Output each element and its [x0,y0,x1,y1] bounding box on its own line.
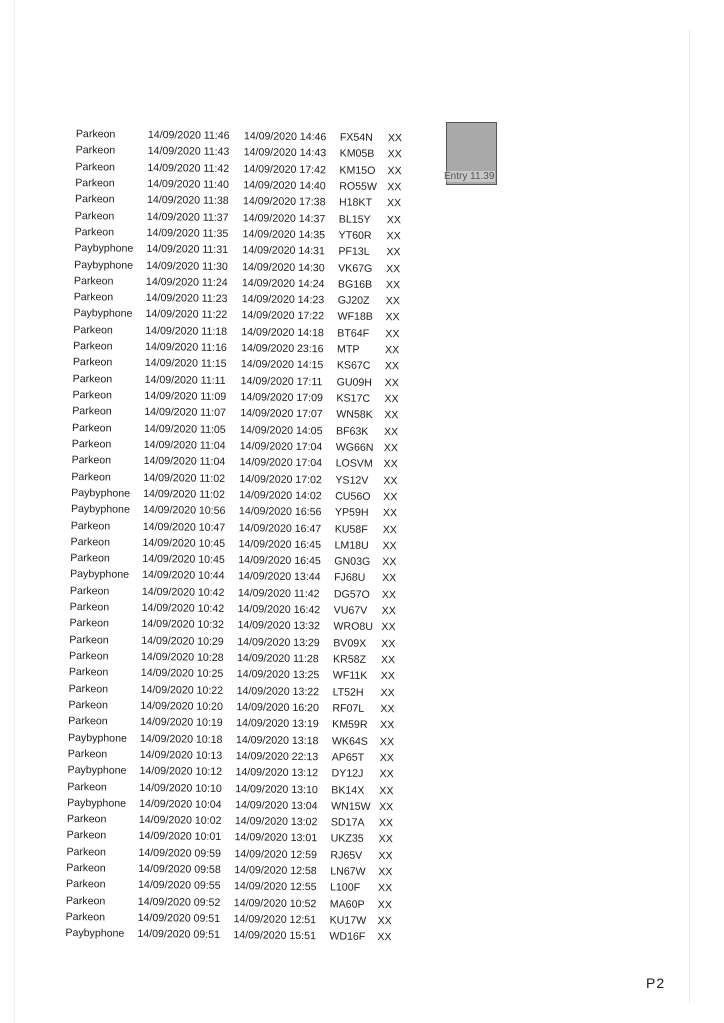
start-time-cell: 14/09/2020 10:10 [139,781,222,795]
registration-cell: BF63K [335,425,369,438]
flag-cell: XX [378,866,393,879]
flag-cell: XX [384,409,399,422]
flag-cell: XX [385,311,400,324]
registration-cell: H18KT [338,196,373,210]
start-time-cell: 14/09/2020 09:55 [137,879,221,893]
end-time-cell: 14/09/2020 17:04 [239,440,323,454]
operator-cell: Parkeon [71,437,112,451]
operator-cell: Parkeon [73,323,113,337]
operator-cell: Parkeon [74,193,115,206]
flag-cell: XX [379,735,395,748]
operator-cell: Parkeon [68,698,108,712]
end-time-cell: 14/09/2020 14:35 [242,228,326,242]
flag-cell: XX [379,768,394,781]
registration-cell: CU56O [335,490,371,503]
registration-cell: KU58F [334,522,368,536]
start-time-cell: 14/09/2020 10:01 [138,830,222,844]
start-time-cell: 14/09/2020 11:31 [146,243,229,257]
flag-cell: XX [387,164,402,177]
operator-cell: Paybyphone [74,242,134,255]
registration-cell: KM05B [339,147,375,161]
registration-cell: BK14X [331,783,365,797]
start-time-cell: 14/09/2020 10:22 [140,683,224,697]
start-time-cell: 14/09/2020 11:37 [146,210,229,224]
start-time-cell: 14/09/2020 11:15 [144,357,227,371]
start-time-cell: 14/09/2020 10:42 [141,601,225,616]
parking-session-log [65,126,436,946]
operator-cell: Parkeon [72,405,112,418]
flag-cell: XX [381,605,396,618]
registration-cell: DY12J [331,767,364,781]
registration-cell: L100F [329,881,361,895]
operator-cell: Parkeon [73,340,113,353]
start-time-cell: 14/09/2020 10:04 [139,797,222,811]
start-time-cell: 14/09/2020 10:18 [139,732,223,746]
start-time-cell: 14/09/2020 11:38 [146,194,229,208]
flag-cell: XX [380,686,395,699]
operator-cell: Paybyphone [65,927,125,941]
start-time-cell: 14/09/2020 11:16 [145,340,227,355]
operator-cell: Paybyphone [67,731,127,745]
registration-cell: WF11K [332,669,368,683]
start-time-cell: 14/09/2020 11:46 [147,128,230,143]
registration-cell: YS12V [335,473,369,487]
end-time-cell: 14/09/2020 23:16 [241,342,324,356]
operator-cell: Parkeon [75,160,116,174]
end-time-cell: 14/09/2020 14:02 [239,489,322,503]
flag-cell: XX [381,621,396,634]
operator-cell: Parkeon [69,601,110,614]
registration-cell: RJ65V [330,849,363,862]
registration-cell: FX54N [339,131,373,144]
operator-cell: Parkeon [65,910,106,924]
end-time-cell: 14/09/2020 16:56 [238,505,322,519]
registration-cell: KU17W [329,914,367,927]
end-time-cell: 14/09/2020 14:15 [240,358,324,372]
flag-cell: XX [384,393,399,406]
registration-cell: RO55W [339,180,377,193]
flag-cell: XX [383,474,398,487]
end-time-cell: 14/09/2020 16:20 [236,701,319,715]
registration-cell: UKZ35 [330,832,364,846]
operator-cell: Paybyphone [70,503,130,516]
start-time-cell: 14/09/2020 09:59 [138,846,222,860]
registration-cell: FJ68U [334,571,366,585]
registration-cell: WRO8U [333,620,373,634]
registration-cell: PF13L [338,245,370,259]
end-time-cell: 14/09/2020 14:31 [242,244,325,258]
registration-cell: GJ20Z [337,294,370,307]
registration-cell: WD16F [329,930,366,944]
operator-cell: Parkeon [69,633,109,647]
registration-cell: RF07L [332,702,365,715]
registration-cell: WK64S [331,734,368,748]
operator-cell: Parkeon [65,894,106,908]
end-time-cell: 14/09/2020 14:46 [243,130,327,144]
operator-cell: Parkeon [71,454,112,467]
flag-cell: XX [378,833,393,846]
end-time-cell: 14/09/2020 14:24 [241,276,325,291]
start-time-cell: 14/09/2020 10:47 [142,520,226,534]
registration-cell: BT64F [337,327,370,340]
end-time-cell: 14/09/2020 13:29 [237,635,320,649]
end-time-cell: 14/09/2020 12:55 [233,880,317,894]
start-time-cell: 14/09/2020 10:44 [142,569,225,583]
start-time-cell: 14/09/2020 09:51 [137,928,220,942]
end-time-cell: 14/09/2020 14:37 [242,211,326,225]
flag-cell: XX [380,702,395,716]
scan-edge-right [689,30,690,1003]
operator-cell: Parkeon [72,372,113,386]
end-time-cell: 14/09/2020 13:22 [236,684,320,698]
registration-cell: LT52H [332,686,364,699]
flag-cell: XX [386,213,402,226]
flag-cell: XX [377,882,393,895]
start-time-cell: 14/09/2020 10:02 [138,814,222,828]
scan-edge-left [14,0,15,1023]
page-number: P2 [646,975,666,991]
end-time-cell: 14/09/2020 16:47 [238,521,322,535]
registration-cell: BG16B [337,278,373,291]
end-time-cell: 14/09/2020 22:13 [235,750,319,764]
end-time-cell: 14/09/2020 16:45 [238,537,322,552]
end-time-cell: 14/09/2020 10:52 [233,896,317,910]
end-time-cell: 14/09/2020 13:32 [237,619,321,633]
registration-cell: WN15W [331,800,371,813]
flag-cell: XX [387,181,402,194]
start-time-cell: 14/09/2020 11:05 [143,422,226,436]
end-time-cell: 14/09/2020 12:58 [234,864,317,878]
start-time-cell: 14/09/2020 10:28 [140,650,224,664]
start-time-cell: 14/09/2020 11:43 [147,145,230,159]
end-time-cell: 14/09/2020 13:10 [235,782,318,796]
start-time-cell: 14/09/2020 10:19 [140,716,223,730]
registration-cell: BV09X [333,637,367,650]
registration-cell: AP65T [331,751,365,764]
end-time-cell: 14/09/2020 13:44 [238,570,321,584]
flag-cell: XX [386,246,401,259]
start-time-cell: 14/09/2020 11:02 [143,471,226,485]
operator-cell: Parkeon [75,127,116,141]
operator-cell: Parkeon [68,666,109,679]
flag-cell: XX [383,441,399,455]
flag-cell: XX [380,654,396,667]
entry-annotation-label: Entry 11.39 [444,171,495,182]
operator-cell: Paybyphone [71,486,131,500]
flag-cell: XX [381,637,396,650]
start-time-cell: 14/09/2020 10:25 [140,667,224,681]
end-time-cell: 14/09/2020 13:02 [234,815,318,829]
flag-cell: XX [384,376,399,389]
operator-cell: Parkeon [72,388,113,402]
end-time-cell: 14/09/2020 13:01 [234,831,318,845]
registration-cell: KS17C [336,392,371,405]
flag-cell: XX [378,817,394,830]
flag-cell: XX [386,229,401,243]
registration-cell: KM59R [332,718,368,732]
end-time-cell: 14/09/2020 16:42 [237,603,321,617]
flag-cell: XX [386,197,402,210]
flag-cell: XX [385,344,400,357]
operator-cell: Parkeon [68,715,108,728]
operator-cell: Parkeon [70,552,110,565]
registration-cell: YP59H [334,506,369,520]
registration-cell: SD17A [330,816,365,829]
registration-cell: MA60P [329,898,365,911]
registration-cell: DG57O [333,588,370,601]
flag-cell: XX [382,507,398,520]
registration-cell: LM18U [334,539,369,552]
operator-cell: Parkeon [67,747,108,761]
end-time-cell: 14/09/2020 17:02 [239,472,322,486]
operator-cell: Parkeon [66,845,107,859]
operator-cell: Parkeon [74,209,115,223]
flag-cell: XX [384,360,400,373]
start-time-cell: 14/09/2020 11:35 [146,226,229,240]
start-time-cell: 14/09/2020 10:12 [139,765,223,779]
registration-cell: LOSVM [335,457,373,471]
registration-cell: WF18B [337,310,373,324]
start-time-cell: 14/09/2020 10:42 [141,585,225,599]
operator-cell: Parkeon [71,470,111,484]
start-time-cell: 14/09/2020 09:52 [137,895,221,909]
end-time-cell: 14/09/2020 14:30 [242,260,325,274]
flag-cell: XX [378,849,393,862]
start-time-cell: 14/09/2020 09:51 [137,911,221,925]
end-time-cell: 14/09/2020 14:05 [239,423,323,437]
end-time-cell: 14/09/2020 17:09 [240,391,324,405]
end-time-cell: 14/09/2020 12:51 [233,913,317,927]
end-time-cell: 14/09/2020 17:38 [242,195,326,209]
start-time-cell: 14/09/2020 10:29 [141,634,224,648]
flag-cell: XX [385,295,400,308]
flag-cell: XX [382,539,397,553]
start-time-cell: 14/09/2020 10:45 [142,536,226,550]
start-time-cell: 14/09/2020 10:32 [141,618,225,632]
registration-cell: LN67W [330,865,366,878]
operator-cell: Parkeon [66,829,107,842]
end-time-cell: 14/09/2020 17:04 [239,456,323,470]
start-time-cell: 14/09/2020 11:11 [144,373,226,387]
table-row [65,925,425,946]
operator-cell: Parkeon [74,225,115,239]
start-time-cell: 14/09/2020 09:58 [138,862,221,877]
operator-cell: Parkeon [73,274,114,288]
operator-cell: Paybyphone [67,796,127,810]
operator-cell: Parkeon [66,861,106,875]
registration-cell: GU09H [336,376,373,389]
start-time-cell: 14/09/2020 11:07 [144,406,227,420]
registration-cell: KS67C [336,359,371,373]
operator-cell: Paybyphone [74,258,134,272]
flag-cell: XX [382,523,397,536]
flag-cell: XX [379,751,394,765]
end-time-cell: 14/09/2020 13:25 [236,668,320,682]
operator-cell: Parkeon [70,519,111,532]
end-time-cell: 14/09/2020 13:04 [235,798,318,813]
flag-cell: XX [380,670,396,683]
end-time-cell: 14/09/2020 13:19 [236,717,319,731]
flag-cell: XX [379,800,394,814]
operator-cell: Parkeon [68,649,109,663]
flag-cell: XX [387,148,402,161]
operator-cell: Paybyphone [67,764,127,777]
flag-cell: XX [383,490,398,504]
end-time-cell: 14/09/2020 13:18 [235,733,319,747]
registration-cell: MTP [337,343,360,356]
operator-cell: Parkeon [68,682,109,696]
operator-cell: Paybyphone [73,307,133,321]
operator-cell: Parkeon [71,421,112,435]
end-time-cell: 14/09/2020 17:22 [241,309,325,323]
end-time-cell: 14/09/2020 11:28 [236,652,319,666]
start-time-cell: 14/09/2020 11:30 [146,259,228,273]
start-time-cell: 14/09/2020 11:40 [147,177,230,191]
end-time-cell: 14/09/2020 15:51 [233,929,316,943]
operator-cell: Parkeon [75,176,115,190]
end-time-cell: 14/09/2020 17:11 [240,374,323,388]
start-time-cell: 14/09/2020 11:04 [143,438,226,452]
start-time-cell: 14/09/2020 11:18 [145,324,228,338]
flag-cell: XX [377,898,393,911]
flag-cell: XX [387,132,403,145]
start-time-cell: 14/09/2020 11:09 [144,389,227,403]
flag-cell: XX [382,572,397,585]
registration-cell: WN58K [336,408,373,422]
end-time-cell: 14/09/2020 12:59 [234,847,318,861]
start-time-cell: 14/09/2020 10:20 [140,699,223,713]
end-time-cell: 14/09/2020 17:42 [243,162,327,176]
operator-cell: Parkeon [75,144,116,157]
end-time-cell: 14/09/2020 11:42 [237,586,320,600]
end-time-cell: 14/09/2020 14:18 [241,325,324,340]
operator-cell: Parkeon [73,291,114,304]
operator-cell: Parkeon [65,878,106,891]
start-time-cell: 14/09/2020 10:45 [142,553,225,567]
flag-cell: XX [377,915,392,928]
start-time-cell: 14/09/2020 11:42 [147,161,230,175]
end-time-cell: 14/09/2020 13:12 [235,766,319,780]
registration-cell: BL15Y [338,213,371,226]
start-time-cell: 14/09/2020 10:13 [139,748,223,762]
flag-cell: XX [385,327,400,341]
registration-cell: KR58Z [332,653,367,666]
operator-cell: Parkeon [70,535,111,549]
end-time-cell: 14/09/2020 16:45 [238,554,321,568]
start-time-cell: 14/09/2020 11:23 [145,292,228,306]
operator-cell: Parkeon [69,584,110,598]
flag-cell: XX [386,262,401,275]
operator-cell: Parkeon [66,813,107,826]
registration-cell: VU67V [333,604,368,617]
start-time-cell: 14/09/2020 11:24 [145,275,228,289]
registration-cell: VK67G [338,261,373,275]
start-time-cell: 14/09/2020 10:56 [142,504,226,518]
registration-cell: WG66N [335,441,374,454]
operator-cell: Parkeon [67,780,107,793]
flag-cell: XX [383,425,399,438]
flag-cell: XX [383,458,398,471]
operator-cell: Parkeon [69,617,110,630]
flag-cell: XX [381,588,397,601]
operator-cell: Parkeon [72,356,113,369]
flag-cell: XX [382,556,397,569]
end-time-cell: 14/09/2020 14:40 [243,179,326,193]
end-time-cell: 14/09/2020 14:23 [241,293,325,307]
start-time-cell: 14/09/2020 11:04 [143,455,226,469]
flag-cell: XX [377,931,392,944]
flag-cell: XX [379,784,394,797]
registration-cell: YT60R [338,229,372,242]
flag-cell: XX [385,278,401,292]
end-time-cell: 14/09/2020 14:43 [243,146,327,160]
operator-cell: Paybyphone [70,568,130,582]
end-time-cell: 14/09/2020 17:07 [240,407,323,421]
flag-cell: XX [380,719,395,732]
registration-cell: GN03G [334,555,371,569]
registration-cell: KM15O [339,164,376,177]
start-time-cell: 14/09/2020 11:02 [143,487,225,501]
start-time-cell: 14/09/2020 11:22 [145,308,228,322]
